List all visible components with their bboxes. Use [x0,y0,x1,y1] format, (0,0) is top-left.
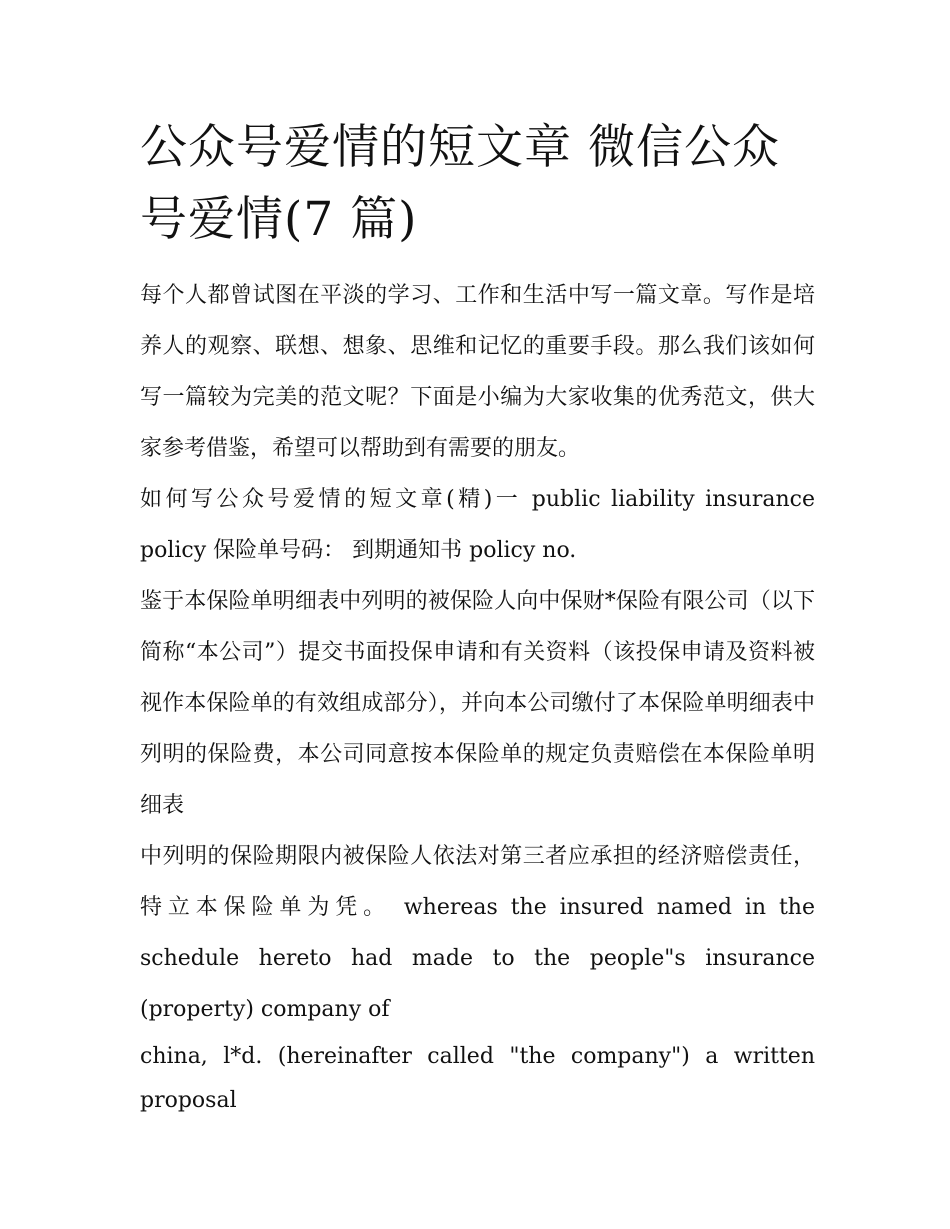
paragraph-policy-mixed: 中列明的保险期限内被保险人依法对第三者应承担的经济赔偿责任，特立本保险单为凭。 whereas the insured named in the schedule hereto had made to the people"s insurance (property) company of [140,844,815,1022]
paragraph-heading-policy: 如何写公众号爱情的短文章(精)一 public liability insurance policy 保险单号码： 到期通知书 policy no. [140,487,815,563]
paragraph-policy-en: china, l*d. (hereinafter called "the company") a written proposal [140,1044,815,1113]
document-page [140,112,815,1123]
page-title: 公众号爱情的短文章 微信公众号爱情(7 篇) [140,120,780,247]
paragraph-intro: 每个人都曾试图在平淡的学习、工作和生活中写一篇文章。写作是培养人的观察、联想、想象、思维和记忆的重要手段。那么我们该如何写一篇较为完美的范文呢？下面是小编为大家收集的优秀范文，供大家参考借鉴，希望可以帮助到有需要的朋友。 [140,283,815,461]
paragraph-policy-cn: 鉴于本保险单明细表中列明的被保险人向中保财*保险有限公司（以下简称“本公司”）提交书面投保申请和有关资料（该投保申请及资料被视作本保险单的有效组成部分），并向本公司缴付了本保险单明细表中列明的保险费，本公司同意按本保险单的规定负责赔偿在本保险单明细表 [140,589,815,818]
